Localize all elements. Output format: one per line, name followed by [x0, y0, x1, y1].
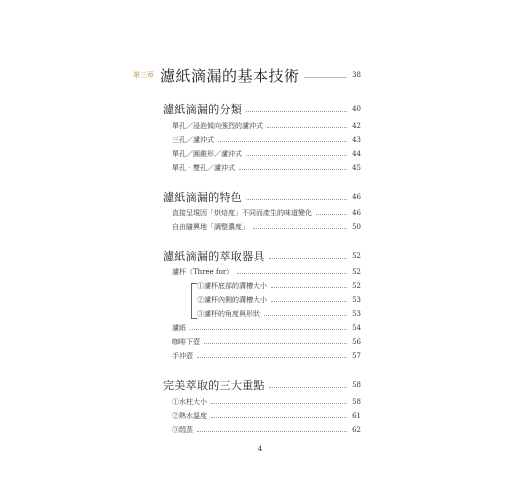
section-heading — [163, 102, 361, 116]
leader-line — [246, 155, 347, 156]
toc-entry — [172, 148, 361, 159]
toc-entry — [172, 266, 361, 277]
section-title: 濾紙滴漏的分類 — [163, 103, 243, 116]
entry-page: 57 — [352, 351, 361, 360]
entry-page: 58 — [352, 397, 361, 406]
toc-sub-entry — [197, 294, 361, 305]
entry-title: 三孔／濾沖式 — [172, 135, 214, 144]
entry-page: 45 — [352, 163, 361, 172]
toc-sub-entry — [197, 280, 361, 291]
toc-entry — [172, 424, 361, 435]
section-title: 濾紙滴漏的萃取器具 — [163, 250, 265, 263]
leader-line — [197, 357, 347, 358]
entry-title: 直接呈現因「烘焙度」不同而產生的味道變化 — [172, 208, 312, 217]
page-number: 4 — [257, 445, 263, 453]
section-page: 46 — [352, 193, 361, 201]
leader-line — [304, 77, 347, 78]
leader-line — [197, 431, 347, 432]
entry-title: ①濾杯底部的溝槽大小 — [197, 281, 267, 290]
section-heading — [163, 249, 361, 263]
leader-line — [211, 403, 347, 404]
chapter-heading — [133, 66, 361, 84]
entry-title: 單孔‧雙孔／濾沖式 — [172, 163, 235, 172]
leader-line — [253, 228, 347, 229]
entry-page: 44 — [352, 149, 361, 158]
leader-line — [204, 343, 347, 344]
leader-line — [267, 127, 347, 128]
entry-title: 咖啡下壺 — [172, 337, 200, 346]
leader-line — [211, 417, 347, 418]
entry-page: 52 — [352, 267, 361, 276]
toc-entry — [172, 120, 361, 131]
toc-entry — [172, 396, 361, 407]
entry-title: 單孔／圓錐形／濾沖式 — [172, 149, 242, 158]
entry-page: 42 — [352, 121, 361, 130]
section-page: 58 — [352, 381, 361, 389]
toc-entry — [172, 410, 361, 421]
leader-line — [316, 214, 347, 215]
toc-entry — [172, 207, 361, 218]
section-heading — [163, 378, 361, 392]
entry-title: 手沖壺 — [172, 351, 193, 360]
section-heading — [163, 190, 361, 204]
section-page: 40 — [352, 105, 361, 113]
entry-title: 濾紙 — [172, 323, 186, 332]
toc-entry — [172, 134, 361, 145]
chapter-title: 濾紙滴漏的基本技術 — [160, 66, 300, 85]
entry-title: 自由隨興地「調整濃度」 — [172, 222, 249, 231]
entry-page: 54 — [352, 323, 361, 332]
entry-title: 濾杯（Three for） — [172, 267, 234, 276]
entry-page: 62 — [352, 425, 361, 434]
toc-entry — [172, 336, 361, 347]
leader-line — [269, 387, 347, 388]
toc-sub-entry — [197, 308, 361, 319]
entry-title: ①水柱大小 — [172, 397, 207, 406]
chapter-page: 38 — [352, 71, 361, 79]
leader-line — [218, 141, 347, 142]
toc-entry — [172, 322, 361, 333]
section-title: 完美萃取的三大重點 — [163, 379, 265, 392]
leader-line — [239, 169, 347, 170]
entry-page: 46 — [352, 208, 361, 217]
leader-line — [269, 258, 347, 259]
entry-page: 52 — [352, 281, 361, 290]
section-title: 濾紙滴漏的特色 — [163, 191, 243, 204]
entry-page: 43 — [352, 135, 361, 144]
entry-title: ②熱水溫度 — [172, 411, 207, 420]
entry-title: ③悶蒸 — [172, 425, 193, 434]
toc-entry — [172, 350, 361, 361]
entry-page: 61 — [352, 411, 361, 420]
chapter-tag: 第三章 — [133, 71, 154, 79]
section-page: 52 — [352, 252, 361, 260]
toc-entry — [172, 162, 361, 173]
leader-line — [271, 301, 347, 302]
leader-line — [246, 199, 347, 200]
toc-entry — [172, 221, 361, 232]
leader-line — [271, 287, 347, 288]
leader-line — [246, 111, 347, 112]
entry-title: ③濾杯的角度與形狀 — [197, 309, 260, 318]
leader-line — [264, 315, 347, 316]
entry-page: 50 — [352, 222, 361, 231]
entry-title: 單孔／浸泡傾向強烈的濾沖式 — [172, 121, 263, 130]
entry-page: 53 — [352, 295, 361, 304]
leader-line — [190, 329, 347, 330]
entry-title: ②濾杯內側的溝槽大小 — [197, 295, 267, 304]
entry-page: 53 — [352, 309, 361, 318]
leader-line — [237, 273, 347, 274]
entry-page: 56 — [352, 337, 361, 346]
